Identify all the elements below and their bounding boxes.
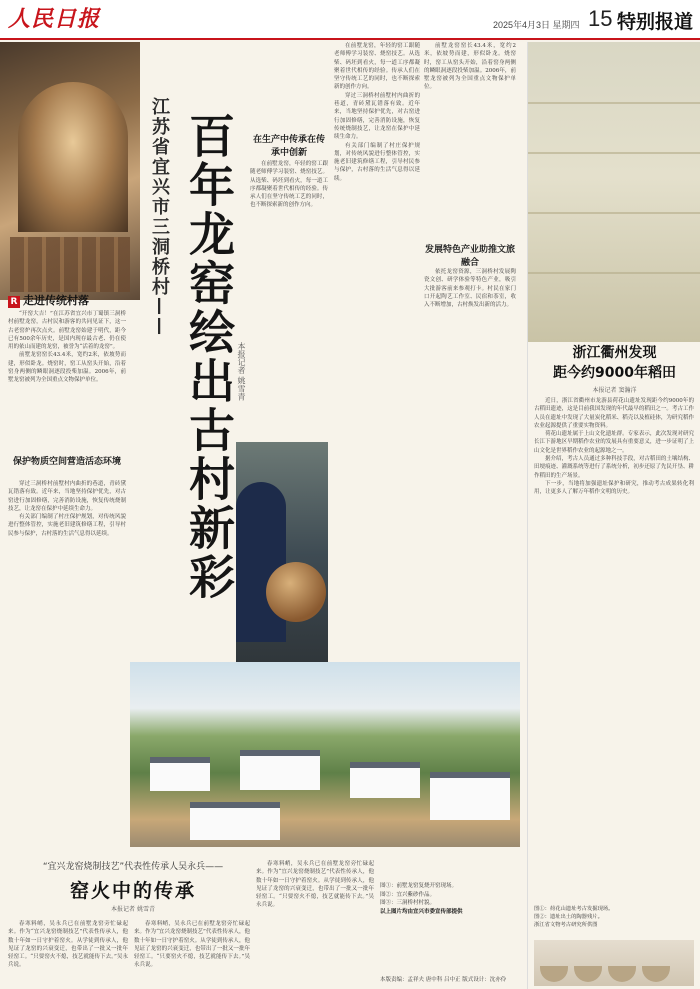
article-column-1b (8, 480, 126, 660)
soil-layer-shape (528, 212, 700, 214)
sub-story-byline: 本报记者 姚雪青 (111, 906, 155, 913)
sub-story-column-1 (8, 920, 128, 986)
article-column-4b (424, 268, 516, 652)
note-line: 图①：前墅龙窑复烧开窑现场。 (380, 883, 458, 889)
pottery-shards-photo (534, 940, 694, 986)
newspaper-logo: 人民日报 (8, 6, 101, 32)
column-tag (8, 292, 89, 308)
paragraph: 穿过三洞桥村前墅村内曲折的巷道，青砖黛瓦错落有致。近年来，当地坚持保护优先，对古窑进行加固修缮，完善消防设施，恢复传统烧制技艺，让龙窑在保护中延续生命力。 (8, 481, 126, 512)
village-aerial-photo (130, 662, 520, 847)
subheading-2: 在生产中传承在传承中创新 (252, 135, 325, 158)
story-headline: 百年龙窑绘出古村新彩 (182, 112, 236, 602)
house-shape (150, 757, 210, 791)
paragraph: 穿过三洞桥村前墅村内曲折的巷道，青砖黛瓦错落有致。近年来，当地坚持保护优先，对古窑进行加固修缮，完善消防设施，恢复传统烧制技艺，让龙窑在保护中延续生命力。 (334, 92, 420, 141)
subheading-3: 发展特色产业助推文旅融合 (424, 245, 515, 268)
subheading-1: 保护物质空间营造活态环境 (12, 457, 121, 467)
paragraph: 春寒料峭，吴永兵已在前墅龙窑旁忙碌起来。作为“宜兴龙窑烧制技艺”代表性传承人，他数十年如一日守护着窑火。从学徒到传承人，他见证了龙窑的兴衰变迁，也带出了一批又一批年轻窑工。“只要窑火不熄，技艺就能传下去。”吴永兵说。 (134, 921, 250, 969)
side-story-headline-2: 距今约9000年稻田 (553, 365, 676, 381)
page-number: 15 (588, 6, 613, 31)
side-story-headline-1: 浙江衢州发现 (572, 345, 657, 361)
house-shape (430, 772, 510, 820)
paragraph: 在前墅龙窑，年轻的窑工跟随老师傅学习装窑、烧窑技艺。从选柴、码坯到看火，每一道工序都凝聚着世代相传的经验。传承人们在坚守传统工艺的同时，也不断探索新的创作方向。 (250, 161, 328, 209)
paragraph: 荷花山遗址属于上山文化遗址群。专家表示，此次发现对研究长江下游地区早期稻作农业的发展具有重要意义，进一步证明了上山文化是世界稻作农业的起源地之一。 (534, 431, 694, 454)
article-column-4 (424, 42, 516, 242)
artisan-figure-shape (236, 482, 286, 642)
story-byline: 本报记者 姚雪青 (237, 342, 246, 401)
sub-story-column-2 (134, 920, 250, 986)
house-shape (240, 750, 320, 790)
paragraph: 前墅龙窑窑长43.4米，宽约2米，依坡势而建，形似卧龙。烧窑时，窑工从窑头开始，沿着窑身两侧的鳞眼洞逐段投柴加温。2006年，前墅龙窑被列为全国重点文物保护单位。 (8, 352, 126, 384)
paragraph: 在前墅龙窑，年轻的窑工跟随老师傅学习装窑、烧窑技艺。从选柴、码坯到看火，每一道工序都凝聚着世代相传的经验。传承人们在坚守传统工艺的同时，也不断探索新的创作方向。 (334, 43, 420, 91)
article-column-1 (8, 310, 126, 450)
paragraph: 下一步，当地将加强遗址保护和研究，推动考古成果转化利用，让更多人了解万年稻作文明的历史。 (534, 480, 694, 496)
editors-credit: 本版责编：孟祥夫 唐中科 吕中正 版式设计：沈亦伶 (380, 977, 507, 983)
paragraph: 依托龙窑资源，三洞桥村发展陶瓷文创、研学体验等特色产业，吸引大批游客前来参观打卡。村民在家门口开起陶艺工作室、民宿和茶室，收入不断增加，古村焕发出新的活力。 (424, 269, 516, 309)
paragraph: 近日，浙江省衢州市龙游县荷花山遗址发现距今约9000年的古稻田遗迹，这是目前我国发现的年代最早的稻田之一。考古工作人员在遗址中发现了大量炭化稻米、稻壳以及植硅体，为研究稻作农业起源提供了重要实物资料。 (534, 398, 694, 429)
pottery-rows-shape (10, 237, 130, 292)
note-line: 图②：宜兴紫砂作品。 (380, 891, 436, 898)
sub-story-column-3 (256, 860, 374, 986)
paragraph: 有关部门编制了村庄保护规划，对传统风貌进行整体管控，实施老旧建筑修缮工程，引导村民参与保护，古村落的生活气息得以延续。 (334, 142, 420, 182)
artisan-photo (236, 442, 328, 668)
caption-line: 浙江省文物考古研究所供图 (534, 922, 598, 928)
house-shape (350, 762, 420, 798)
paragraph: 春寒料峭，吴永兵已在前墅龙窑旁忙碌起来。作为“宜兴龙窑烧制技艺”代表性传承人，他数十年如一日守护着窑火。从学徒到传承人，他见证了龙窑的兴衰变迁，也带出了一批又一批年轻窑工。“只要窑火不熄，技艺就能传下去。”吴永兵说。 (256, 861, 374, 909)
side-story-byline: 本报记者 窦瀚洋 (592, 387, 637, 394)
pottery-shape (266, 562, 326, 622)
story-kicker: 江苏省宜兴市三洞桥村—— (149, 97, 170, 337)
kiln-photo (0, 42, 140, 300)
bowl-shape (540, 966, 568, 982)
paragraph: 有关部门编制了村庄保护规划，对传统风貌进行整体管控，实施老旧建筑修缮工程，引导村民参与保护，古村落的生活气息得以延续。 (8, 514, 126, 537)
photo-notes (380, 882, 515, 916)
kiln-arch-shape (18, 82, 128, 232)
main-story-area (0, 42, 520, 989)
caption-line: 图①：荷花山遗址考古发掘现场。 (534, 906, 614, 912)
soil-layer-shape (528, 272, 700, 274)
soil-layer-shape (528, 152, 700, 154)
side-story-body (534, 397, 694, 905)
paragraph: 前墅龙窑窑长43.4米，宽约2米，依坡势而建，形似卧龙。烧窑时，窑工从窑头开始，沿着窑身两侧的鳞眼洞逐段投柴加温。2006年，前墅龙窑被列为全国重点文物保护单位。 (424, 43, 516, 91)
column-tag-label: 走进传统村落 (23, 294, 89, 307)
masthead (0, 0, 700, 40)
note-credit: 以上图片均由宜兴市委宣传部提供 (380, 908, 463, 915)
house-shape (190, 802, 280, 840)
paragraph: 春寒料峭，吴永兵已在前墅龙窑旁忙碌起来。作为“宜兴龙窑烧制技艺”代表性传承人，他数十年如一日守护着窑火。从学徒到传承人，他见证了龙窑的兴衰变迁，也带出了一批又一批年轻窑工。“只要窑火不熄，技艺就能传下去。”吴永兵说。 (8, 921, 128, 969)
tag-marker-icon: R (8, 296, 20, 308)
bowl-shape (642, 966, 670, 982)
ancient-rice-field-photo (528, 42, 700, 342)
publication-date: 2025年4月3日 星期四 (493, 20, 580, 30)
sub-story-headline: 窑火中的传承 (69, 880, 196, 902)
note-line: 图③：三洞桥村村貌。 (380, 900, 436, 906)
paragraph: 据介绍，考古人员通过多种科技手段，对古稻田的土壤结构、田埂痕迹、灌溉系统等进行了系统分析，初步还原了先民开垦、耕作稻田的生产场景。 (534, 456, 694, 479)
article-column-2 (250, 160, 328, 438)
sub-story-kicker: “宜兴龙窑烧制技艺”代表性传承人吴永兵—— (42, 862, 224, 872)
side-story-area (527, 42, 700, 989)
caption-line: 图②：遗址出土的陶器残片。 (534, 914, 603, 920)
bowl-shape (574, 966, 602, 982)
bowl-shape (608, 966, 636, 982)
article-column-3 (334, 42, 420, 652)
paragraph: “开窑大吉！”在江苏省宜兴市丁蜀镇三洞桥村前墅龙窑，古村民和游客的共同见证下，这一古老窑炉再次点火。前墅龙窑始建于明代，距今已有500余年历史，是国内现存最古老、仍在使用的依山而建的龙窑，被誉为“活着的龙窑”。 (8, 311, 126, 351)
side-photo-captions (534, 905, 694, 929)
section-title: 特别报道 (617, 11, 694, 33)
soil-layer-shape (528, 102, 700, 104)
